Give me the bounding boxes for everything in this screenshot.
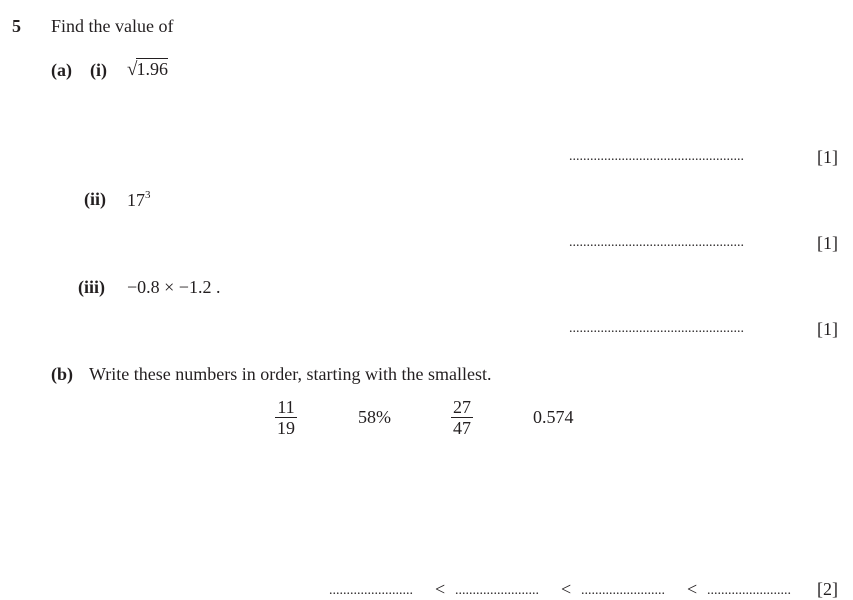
product-expression: −0.8 × −1.2 . <box>127 277 221 297</box>
power-expression <box>127 190 151 209</box>
fraction-numerator: 11 <box>277 397 295 417</box>
answer-line-a-iii[interactable]: .................................................. <box>569 321 744 336</box>
fraction-denominator: 47 <box>453 418 471 438</box>
marks-a-ii: [1] <box>817 233 838 253</box>
less-than-symbol: < <box>561 579 572 599</box>
fraction-27-47 <box>451 398 473 437</box>
less-than-symbol: < <box>435 579 446 599</box>
marks-b: [2] <box>817 579 838 599</box>
order-slot-1[interactable]: ........................ <box>329 583 413 598</box>
fraction-11-19 <box>275 398 297 437</box>
power-base: 17 <box>127 190 145 210</box>
marks-a-i: [1] <box>817 147 838 167</box>
part-b-label: (b) <box>51 364 73 384</box>
fraction-numerator: 27 <box>453 397 471 417</box>
percentage-value: 58% <box>358 407 391 427</box>
order-slot-2[interactable]: ........................ <box>455 583 539 598</box>
radicand: 1.96 <box>136 59 168 79</box>
part-a-i-label: (i) <box>90 60 107 80</box>
part-a-ii-label: (ii) <box>84 189 106 209</box>
decimal-value: 0.574 <box>533 407 574 427</box>
fraction-denominator: 19 <box>277 418 295 438</box>
part-a-iii-label: (iii) <box>78 277 105 297</box>
order-slot-4[interactable]: ........................ <box>707 583 791 598</box>
question-number: 5 <box>12 16 21 36</box>
answer-line-a-ii[interactable]: .................................................. <box>569 235 744 250</box>
square-root-expression <box>127 58 168 79</box>
answer-line-a-i[interactable]: .................................................. <box>569 149 744 164</box>
radical-sign: √ <box>127 59 138 80</box>
less-than-symbol: < <box>687 579 698 599</box>
part-b-instruction: Write these numbers in order, starting with the smallest. <box>89 364 492 384</box>
power-exponent: 3 <box>145 189 151 201</box>
marks-a-iii: [1] <box>817 319 838 339</box>
part-a-label: (a) <box>51 60 72 80</box>
order-slot-3[interactable]: ........................ <box>581 583 665 598</box>
question-prompt: Find the value of <box>51 16 174 36</box>
